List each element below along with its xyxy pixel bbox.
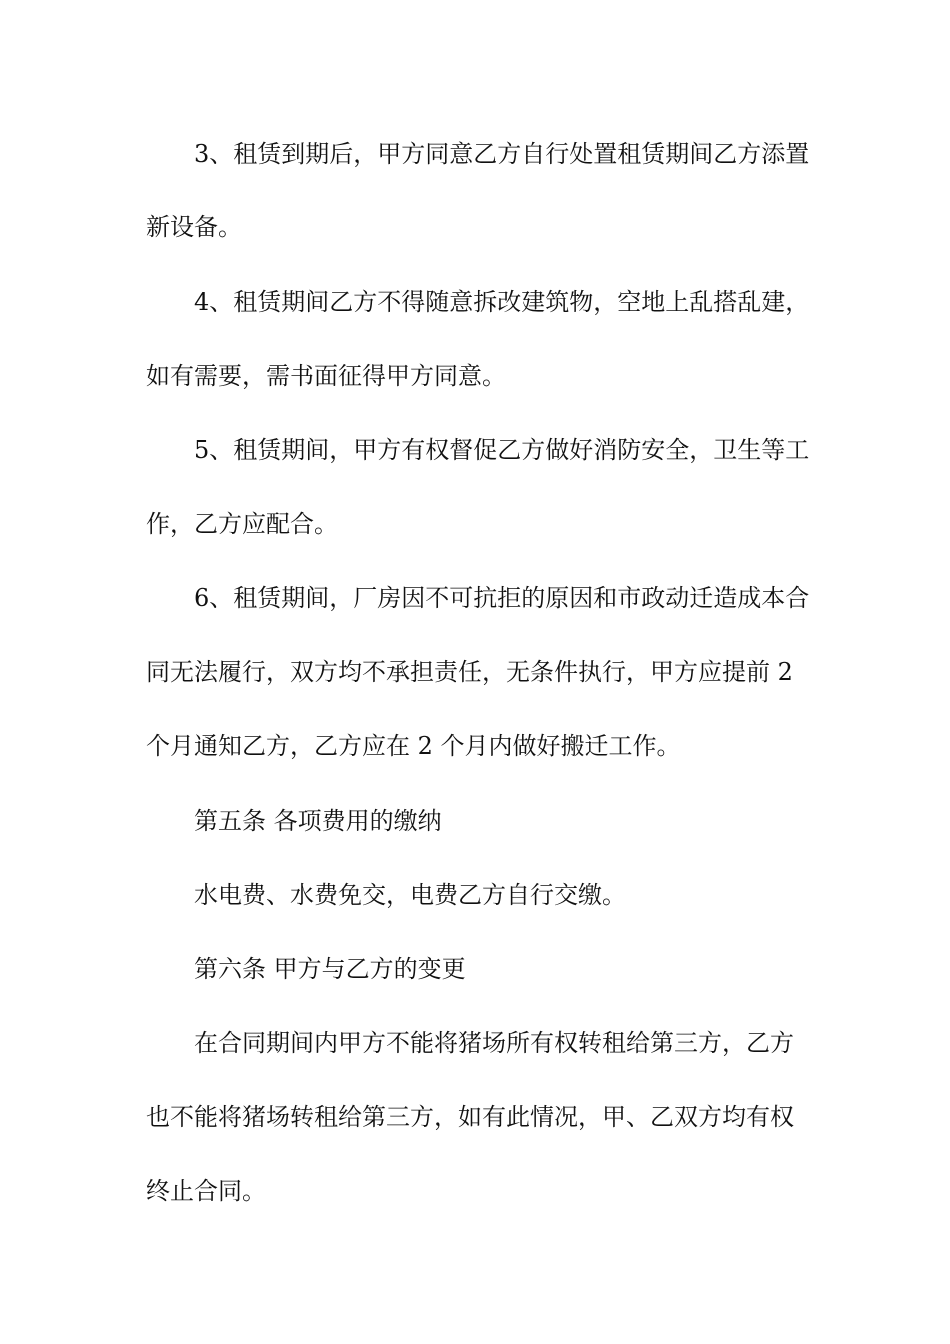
clause-5-line-2: 作，乙方应配合。 xyxy=(146,510,338,538)
article-6-body-line-3: 终止合同。 xyxy=(146,1177,266,1205)
clause-6-line-1: 6、租赁期间，厂房因不可抗拒的原因和市政动迁造成本合 xyxy=(194,584,810,612)
clause-6-line-3: 个月通知乙方，乙方应在 2 个月内做好搬迁工作。 xyxy=(146,732,681,760)
article-5-body: 水电费、水费免交，电费乙方自行交缴。 xyxy=(194,881,626,909)
clause-3-line-2: 新设备。 xyxy=(146,213,242,241)
article-6-body-line-1: 在合同期间内甲方不能将猪场所有权转租给第三方，乙方 xyxy=(194,1029,794,1057)
article-5-heading: 第五条 各项费用的缴纳 xyxy=(194,807,442,835)
clause-4-line-1: 4、租赁期间乙方不得随意拆改建筑物，空地上乱搭乱建， xyxy=(194,288,810,316)
article-6-heading: 第六条 甲方与乙方的变更 xyxy=(194,955,466,983)
clause-6-line-2: 同无法履行，双方均不承担责任，无条件执行，甲方应提前 2 xyxy=(146,658,793,686)
article-6-body-line-2: 也不能将猪场转租给第三方，如有此情况，甲、乙双方均有权 xyxy=(146,1103,794,1131)
clause-5-line-1: 5、租赁期间，甲方有权督促乙方做好消防安全，卫生等工 xyxy=(194,436,810,464)
clause-4-line-2: 如有需要，需书面征得甲方同意。 xyxy=(146,362,506,390)
clause-3-line-1: 3、租赁到期后，甲方同意乙方自行处置租赁期间乙方添置 xyxy=(194,140,810,168)
